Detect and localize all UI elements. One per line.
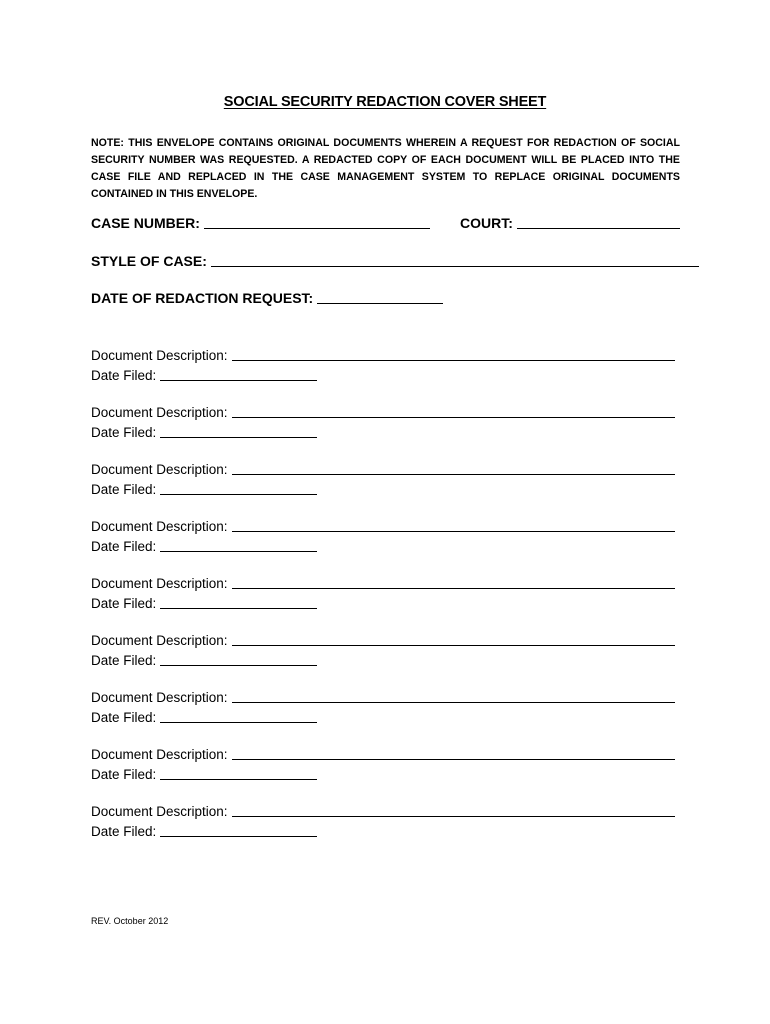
document-description-field [91,461,675,477]
date-filed-field [91,481,317,497]
date-filed-field [91,538,317,554]
date-filed-label: Date Filed: [91,824,157,839]
document-description-blank[interactable] [232,347,675,361]
court-label: COURT: [460,215,513,231]
date-filed-blank[interactable] [160,538,317,552]
document-description-blank[interactable] [232,404,675,418]
document-description-label: Document Description: [91,804,228,819]
date-filed-field [91,766,317,782]
date-filed-label: Date Filed: [91,425,157,440]
document-description-label: Document Description: [91,405,228,420]
document-description-field [91,518,675,534]
document-description-label: Document Description: [91,747,228,762]
document-description-field [91,803,675,819]
document-description-label: Document Description: [91,519,228,534]
style-of-case-field [91,253,699,269]
document-description-field [91,404,675,420]
date-filed-field [91,823,317,839]
date-filed-label: Date Filed: [91,653,157,668]
date-filed-blank[interactable] [160,424,317,438]
document-description-field [91,689,675,705]
date-filed-blank[interactable] [160,823,317,837]
date-filed-label: Date Filed: [91,539,157,554]
envelope-note: NOTE: THIS ENVELOPE CONTAINS ORIGINAL DOCUMENTS WHEREIN A REQUEST FOR REDACTION OF SOCIAL SECURITY NUMBER WAS REQUESTED. A REDACTED COPY OF EACH DOCUMENT WILL BE PLACED INTO THE CASE FILE AND REPLACED IN THE CASE MANAGEMENT SYSTEM TO REPLACE ORIGINAL DOCUMENTS CONTAINED IN THIS ENVELOPE. [91,137,680,200]
document-description-label: Document Description: [91,462,228,477]
document-description-field [91,347,675,363]
document-description-blank[interactable] [232,518,675,532]
case-number-label: CASE NUMBER: [91,215,200,231]
page-title: SOCIAL SECURITY REDACTION COVER SHEET [223,94,547,110]
document-description-blank[interactable] [232,632,675,646]
date-filed-field [91,709,317,725]
date-filed-blank[interactable] [160,367,317,381]
document-description-label: Document Description: [91,576,228,591]
date-filed-blank[interactable] [160,709,317,723]
document-description-label: Document Description: [91,633,228,648]
date-filed-blank[interactable] [160,481,317,495]
revision-note: REV. October 2012 [91,916,169,926]
date-filed-label: Date Filed: [91,596,157,611]
date-filed-field [91,652,317,668]
style-of-case-label: STYLE OF CASE: [91,253,207,269]
date-filed-blank[interactable] [160,595,317,609]
date-filed-blank[interactable] [160,652,317,666]
style-of-case-blank[interactable] [211,253,699,267]
date-filed-field [91,595,317,611]
date-of-redaction-blank[interactable] [317,290,443,304]
document-description-blank[interactable] [232,575,675,589]
document-description-blank[interactable] [232,746,675,760]
document-description-field [91,746,675,762]
document-description-field [91,575,675,591]
document-description-label: Document Description: [91,348,228,363]
document-description-blank[interactable] [232,461,675,475]
date-filed-label: Date Filed: [91,368,157,383]
case-number-field [91,215,430,231]
date-filed-label: Date Filed: [91,482,157,497]
date-of-redaction-label: DATE OF REDACTION REQUEST: [91,290,314,306]
court-field [460,215,680,231]
case-number-blank[interactable] [204,215,430,229]
date-filed-field [91,424,317,440]
document-description-field [91,632,675,648]
date-filed-label: Date Filed: [91,767,157,782]
court-blank[interactable] [517,215,680,229]
date-filed-blank[interactable] [160,766,317,780]
document-description-label: Document Description: [91,690,228,705]
date-of-redaction-field [91,290,443,306]
document-description-blank[interactable] [232,803,675,817]
date-filed-field [91,367,317,383]
date-filed-label: Date Filed: [91,710,157,725]
document-description-blank[interactable] [232,689,675,703]
